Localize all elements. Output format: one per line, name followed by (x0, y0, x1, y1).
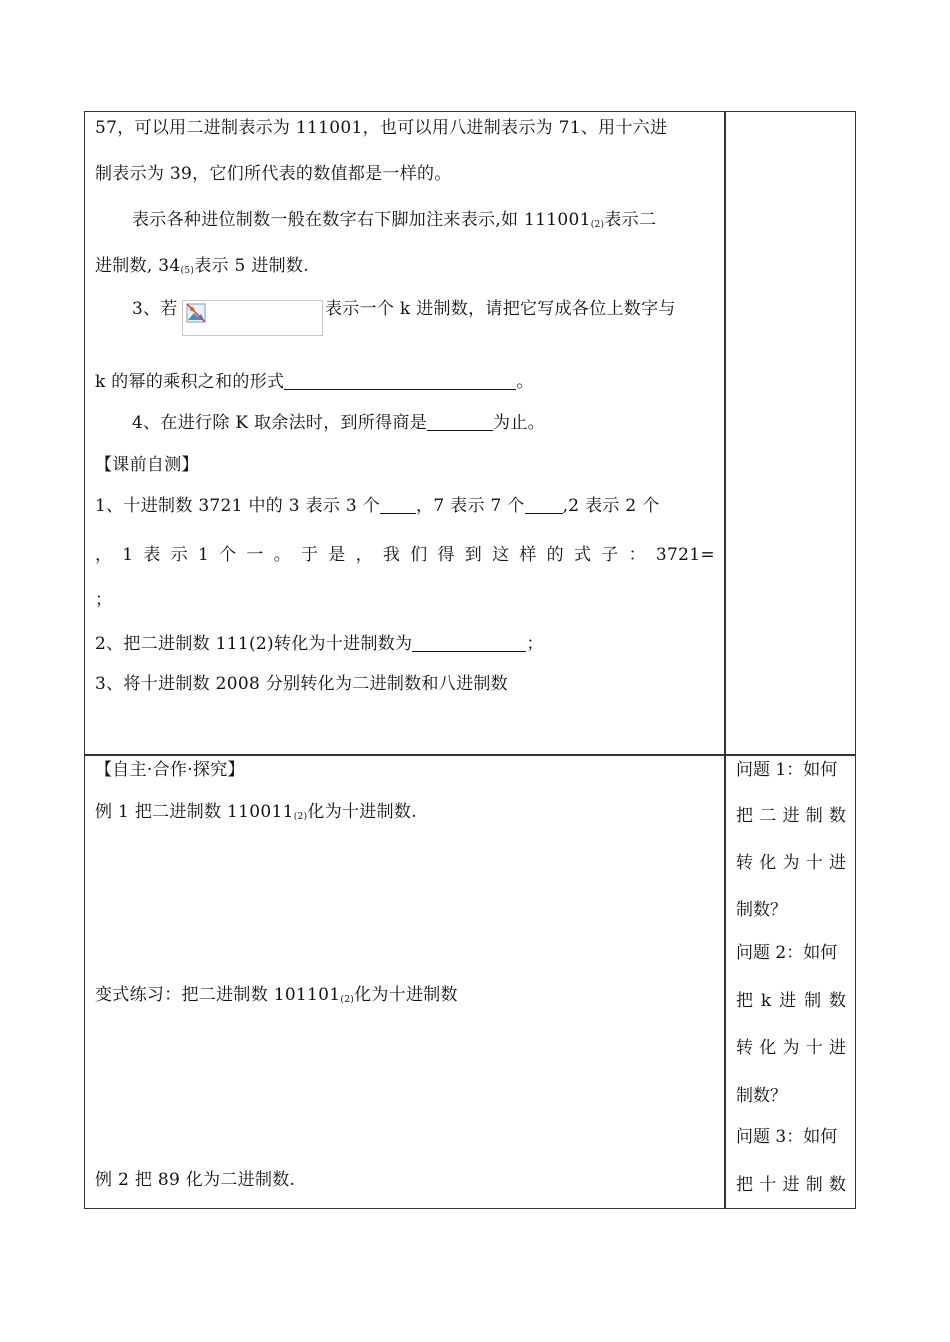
text: 化为十进制数. (307, 802, 417, 822)
text: 2、把二进制数 111(2)转化为十进制数为 (95, 634, 413, 654)
glyph: 示 (170, 545, 189, 565)
glyph: 个 (219, 545, 237, 565)
glyph: 3721= (655, 545, 715, 565)
glyph: 二 (759, 806, 777, 826)
side-question-1-line-4: 制数？ (736, 900, 787, 920)
glyph: 进 (829, 853, 846, 873)
answer-blank[interactable] (412, 635, 526, 652)
glyph: 样 (519, 545, 537, 565)
subscript: (2) (293, 812, 308, 822)
glyph: ， (95, 545, 113, 565)
glyph: 于 (301, 545, 319, 565)
glyph: 数 (829, 991, 846, 1011)
text: 例 1 把二进制数 110011 (95, 802, 294, 822)
text: 进制数, 34 (95, 256, 181, 276)
column-divider (724, 111, 726, 1209)
notation-line (132, 210, 656, 235)
test-1-line-3: ； (95, 590, 113, 610)
text: 4、在进行除 K 取余法时，到所得商是 (132, 413, 428, 433)
text: 变式练习：把二进制数 101101 (95, 985, 341, 1005)
glyph: 十 (805, 853, 823, 873)
text: 表示 5 进制数. (194, 256, 309, 276)
text-line: 制表示为 39，它们所代表的数值都是一样的。 (95, 164, 452, 184)
example-1 (95, 802, 417, 827)
missing-formula-image (182, 300, 323, 336)
glyph: ： (628, 545, 646, 565)
glyph: 这 (492, 545, 510, 565)
side-question-2: 问题 2：如何 (736, 943, 838, 963)
side-question-2-line-3 (736, 1038, 846, 1058)
side-question-2-line-2 (736, 991, 846, 1011)
question-3-continued (95, 372, 534, 392)
glyph: 转 (736, 853, 753, 873)
side-question-3: 问题 3：如何 (736, 1127, 838, 1147)
glyph: k (760, 991, 772, 1011)
text-line: 57，可以用二进制表示为 111001，也可以用八进制表示为 71、用十六进 (95, 118, 668, 138)
question-4 (132, 413, 545, 433)
text: ,2 表示 2 个 (562, 496, 660, 516)
glyph: 十 (805, 1038, 823, 1058)
glyph: 进 (829, 1038, 846, 1058)
broken-image-icon (186, 303, 206, 323)
glyph: 把 (736, 991, 753, 1011)
text: k 的幂的乘积之和的形式 (95, 372, 285, 392)
question-3-label: 3、若 (132, 299, 178, 319)
text: 为止。 (493, 413, 545, 433)
glyph: 数 (829, 806, 846, 826)
glyph: 1 (198, 545, 210, 565)
glyph: 1 (122, 545, 134, 565)
glyph: 十 (759, 1175, 777, 1195)
glyph: ， (355, 545, 373, 565)
glyph: 化 (759, 853, 777, 873)
text: 。 (516, 372, 534, 392)
variant-exercise (95, 985, 458, 1010)
test-2 (95, 634, 544, 654)
row-divider (84, 754, 856, 756)
text: ； (526, 634, 544, 654)
glyph: 的 (546, 545, 564, 565)
glyph: 制 (804, 991, 822, 1011)
text: 表示二 (604, 210, 657, 230)
example-2: 例 2 把 89 化为二进制数. (95, 1170, 296, 1190)
glyph: 把 (736, 1175, 753, 1195)
notation-line (95, 256, 309, 281)
test-1 (95, 496, 715, 516)
glyph: 数 (829, 1175, 846, 1195)
glyph: 们 (410, 545, 428, 565)
text: ，7 表示 7 个 (416, 496, 525, 516)
glyph: 子 (601, 545, 619, 565)
answer-blank[interactable] (525, 497, 563, 514)
glyph: 进 (782, 806, 800, 826)
subscript: (2) (340, 995, 355, 1005)
side-question-1-line-2 (736, 806, 846, 826)
test-3: 3、将十进制数 2008 分别转化为二进制数和八进制数 (95, 674, 508, 694)
subscript: (5) (180, 266, 195, 276)
glyph: 是 (328, 545, 346, 565)
glyph: 到 (464, 545, 483, 565)
glyph: 一 (246, 545, 264, 565)
text: 表示各种进位制数一般在数字右下脚加注来表示,如 111001 (132, 210, 591, 230)
glyph: 。 (273, 545, 292, 565)
side-question-1: 问题 1：如何 (736, 760, 838, 780)
glyph: 为 (782, 853, 800, 873)
glyph: 式 (573, 545, 592, 565)
side-question-3-line-2 (736, 1175, 846, 1195)
side-question-1-line-3 (736, 853, 846, 873)
glyph: 我 (382, 545, 401, 565)
glyph: 进 (782, 1175, 800, 1195)
glyph: 化 (759, 1038, 777, 1058)
answer-blank[interactable] (427, 414, 493, 431)
answer-blank[interactable] (380, 497, 416, 514)
answer-blank[interactable] (284, 373, 516, 390)
glyph: 进 (779, 991, 797, 1011)
test-1-line-2 (95, 545, 715, 565)
text: 化为十进制数 (354, 985, 458, 1005)
subscript: (2) (590, 220, 605, 230)
question-3-text: 表示一个 k 进制数，请把它写成各位上数字与 (325, 299, 676, 319)
glyph: 制 (805, 1175, 823, 1195)
side-question-2-line-4: 制数？ (736, 1086, 787, 1106)
glyph: 得 (437, 545, 455, 565)
glyph: 把 (736, 806, 753, 826)
glyph: 制 (805, 806, 823, 826)
glyph: 表 (143, 545, 161, 565)
section-title: 【课前自测】 (95, 455, 199, 475)
glyph: 转 (736, 1038, 753, 1058)
section-title: 【自主·合作·探究】 (95, 760, 245, 780)
glyph: 为 (782, 1038, 800, 1058)
text: 1、十进制数 3721 中的 3 表示 3 个 (95, 496, 381, 516)
